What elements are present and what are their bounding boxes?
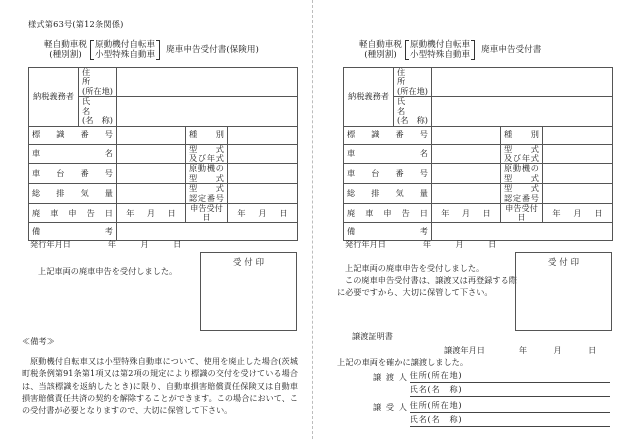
row-value-shadai-bango[interactable] (117, 164, 186, 184)
issue-date-right (345, 239, 502, 250)
row-label-nintei-bango (186, 184, 228, 204)
row-label-shamei: 車 名 (29, 144, 117, 164)
transferor-name-row (373, 384, 610, 397)
transferee-address-row (373, 400, 610, 413)
title-suffix-left: 廃車申告受付書(保険用) (166, 45, 259, 56)
transfer-month: 月 (553, 345, 562, 355)
uketsuke-day: 日 (279, 207, 288, 218)
address-label-line1: 住 所 (397, 67, 422, 87)
transferor-address-label: 住所(所在地) (409, 370, 462, 380)
stamp-box-right[interactable] (515, 252, 612, 331)
issue-year: 年 (107, 239, 117, 249)
table-row-dates (344, 204, 613, 223)
issue-date-label: 発行年月日 (345, 239, 386, 249)
transferor-name-field[interactable] (410, 384, 610, 397)
table-row (344, 184, 613, 204)
row-label-gendouki-katashiki (186, 164, 228, 184)
name-label (394, 97, 432, 126)
tax-name-right-line1: 軽自動車税 (359, 40, 402, 50)
row-label-shubetsu: 種 別 (501, 126, 543, 144)
transferee-name-field[interactable] (410, 414, 610, 427)
row-label-hyoshiki: 標識番号 (29, 126, 117, 144)
transferee-address-field[interactable] (410, 400, 610, 413)
haisha-year: 年 (126, 207, 135, 218)
table-row-dates (29, 204, 298, 223)
row-value-nintei-bango[interactable] (228, 184, 298, 204)
nintei-line2: 認定番号 (189, 192, 224, 203)
haisha-day: 日 (482, 207, 491, 218)
gendouki-line1: 原動機の (189, 163, 224, 174)
address-label-line2: (所在地) (82, 85, 113, 96)
row-label-haisha-date: 廃車申告日 (344, 204, 432, 223)
transferor-address-row (373, 370, 610, 383)
issue-date-left (30, 239, 187, 250)
transferee-label: 譲受人 (373, 402, 407, 412)
row-label-bikou: 備 考 (344, 223, 432, 241)
row-label-shubetsu: 種 別 (186, 126, 228, 144)
katashiki-line2: 及び年式 (504, 152, 539, 163)
form-title-left (44, 40, 259, 60)
row-label-gendouki-katashiki (501, 164, 543, 184)
row-label-shamei: 車 名 (344, 144, 432, 164)
address-label (394, 68, 432, 97)
transfer-date-row (444, 345, 608, 356)
tax-name-line1: 軽自動車税 (44, 40, 87, 50)
taxpayer-label: 納税義務者 (29, 68, 79, 127)
table-row (29, 144, 298, 164)
tax-name (44, 40, 87, 60)
address-value[interactable] (432, 68, 613, 97)
transferee-name-row (373, 414, 610, 427)
name-value[interactable] (117, 97, 298, 126)
row-value-haisha-date[interactable] (117, 204, 186, 223)
row-label-bikou: 備 考 (29, 223, 117, 241)
row-value-katashiki-nenshiki[interactable] (228, 144, 298, 164)
row-value-haikiryou[interactable] (117, 184, 186, 204)
row-label-haikiryou: 総排気量 (344, 184, 432, 204)
table-row-address (344, 68, 613, 97)
issue-date-value[interactable] (412, 239, 502, 250)
row-label-haisha-date: 廃車申告日 (29, 204, 117, 223)
nintei-line1: 型 式 (189, 183, 224, 194)
transferor-address-field[interactable] (410, 370, 610, 383)
row-value-nintei-bango[interactable] (543, 184, 613, 204)
address-label-line1: 住 所 (82, 67, 107, 87)
issue-date-label: 発行年月日 (30, 239, 71, 249)
row-label-shadai-bango: 車台番号 (344, 164, 432, 184)
row-value-hyoshiki[interactable] (432, 126, 501, 144)
transferor-label: 譲渡人 (373, 372, 407, 382)
row-value-uketsuke-date[interactable] (228, 204, 298, 223)
row-label-katashiki-nenshiki (186, 144, 228, 164)
vehicle-type-right-line1: 原動機付自転車 (409, 40, 471, 50)
issue-year: 年 (422, 239, 432, 249)
acceptance-note-right-line1: 上記車両の廃車申告を受付しました。 (345, 263, 485, 273)
transferee-address-label: 住所(所在地) (409, 400, 462, 410)
title-suffix-right: 廃車申告受付書 (481, 45, 542, 56)
haisha-month: 月 (461, 207, 471, 218)
name-label-line2: (名 称) (82, 115, 113, 126)
transferor-name-label: 氏名(名 称) (409, 384, 462, 394)
tax-name-right-line2: (種別割) (364, 50, 397, 61)
address-label (79, 68, 117, 97)
address-label-line2: (所在地) (397, 85, 428, 96)
table-row (344, 126, 613, 144)
table-row (344, 164, 613, 184)
stamp-caption: 受付印 (232, 257, 268, 267)
stamp-box-left[interactable] (200, 252, 297, 331)
katashiki-line1: 型 式 (504, 143, 539, 154)
transfer-date-value[interactable] (507, 345, 608, 356)
haisha-day: 日 (167, 207, 176, 218)
issue-day: 日 (173, 239, 182, 249)
address-value[interactable] (117, 68, 298, 97)
acceptance-note-right-line2: この廃車申告受付書は、譲渡又は再登録する際 (345, 275, 517, 285)
row-value-katashiki-nenshiki[interactable] (543, 144, 613, 164)
gendouki-line1: 原動機の (504, 163, 539, 174)
row-label-nintei-bango (501, 184, 543, 204)
katashiki-line2: 及び年式 (189, 152, 224, 163)
row-value-shamei[interactable] (432, 144, 501, 164)
row-value-gendouki-katashiki[interactable] (543, 164, 613, 184)
right-copy (315, 0, 630, 439)
nintei-line1: 型 式 (504, 183, 539, 194)
row-value-gendouki-katashiki[interactable] (228, 164, 298, 184)
bikou-heading: ≪備考≫ (22, 336, 55, 346)
acceptance-note-right-line3: に必要ですから、大切に保管して下さい。 (337, 287, 493, 297)
row-value-shadai-bango[interactable] (432, 164, 501, 184)
table-row-address (29, 68, 298, 97)
row-value-hyoshiki[interactable] (117, 126, 186, 144)
uketsuke-year: 年 (552, 207, 561, 218)
issue-month: 月 (140, 239, 149, 249)
row-label-uketsuke-date: 申告受付日 (501, 204, 543, 223)
table-row (344, 144, 613, 164)
name-label-line2: (名 称) (397, 115, 428, 126)
transfer-date-label: 譲渡年月日 (444, 345, 485, 355)
gendouki-line2: 型 式 (504, 172, 539, 183)
haisha-year: 年 (441, 207, 450, 218)
row-label-haikiryou: 総排気量 (29, 184, 117, 204)
vehicle-info-table-right (343, 67, 613, 241)
transfer-sentence: 上記の車両を確かに譲渡しました。 (337, 357, 469, 367)
tax-name-right (359, 40, 402, 60)
vehicle-info-table-left (28, 67, 298, 241)
table-row (29, 126, 298, 144)
issue-month: 月 (455, 239, 464, 249)
stamp-caption: 受付印 (547, 257, 583, 267)
row-label-hyoshiki: 標識番号 (344, 126, 432, 144)
row-value-haikiryou[interactable] (432, 184, 501, 204)
uketsuke-day: 日 (594, 207, 603, 218)
name-label-line1: 氏 名 (82, 96, 107, 116)
transfer-certificate-title: 譲渡証明書 (352, 331, 393, 341)
form-number: 様式第63号(第12条関係) (28, 19, 124, 29)
taxpayer-label: 納税義務者 (344, 68, 394, 127)
vehicle-type-right-line2: 小型特殊自動車 (409, 50, 471, 61)
vehicle-type-bracket (90, 40, 160, 60)
vehicle-type-bracket-right (405, 40, 475, 60)
katashiki-line1: 型 式 (189, 143, 224, 154)
vehicle-type-line1: 原動機付自転車 (94, 40, 156, 50)
transferee-name-label: 氏名(名 称) (409, 414, 462, 424)
table-row (29, 184, 298, 204)
haisha-month: 月 (146, 207, 156, 218)
row-label-uketsuke-date: 申告受付日 (186, 204, 228, 223)
row-value-uketsuke-date[interactable] (543, 204, 613, 223)
uketsuke-year: 年 (237, 207, 246, 218)
name-value[interactable] (432, 97, 613, 126)
transfer-day: 日 (588, 345, 597, 355)
nintei-line2: 認定番号 (504, 192, 539, 203)
uketsuke-month: 月 (258, 207, 267, 218)
issue-date-value[interactable] (97, 239, 187, 250)
bikou-paragraph: 原動機付自転車又は小型特殊自動車について、使用を廃止した場合(茨城町税条例第91条第1項又は第2項の規定により標識の交付を受けている場合は、当該標識を返納したとき)に限り、自動車損害賠償責任保険又は自動車損害賠償責任共済の契約を解除することができます。この場合において、この受付書が必要となりますので、大切に保管して下さい。 (22, 356, 298, 416)
row-label-katashiki-nenshiki (501, 144, 543, 164)
form-title-right (359, 40, 541, 60)
uketsuke-month: 月 (573, 207, 582, 218)
row-value-shamei[interactable] (117, 144, 186, 164)
vehicle-type-line2: 小型特殊自動車 (94, 50, 156, 61)
gendouki-line2: 型 式 (189, 172, 224, 183)
name-label (79, 97, 117, 126)
row-value-haisha-date[interactable] (432, 204, 501, 223)
transfer-year: 年 (518, 345, 528, 355)
tax-name-line2: (種別割) (49, 50, 82, 61)
row-value-shubetsu[interactable] (543, 126, 613, 144)
table-row (29, 164, 298, 184)
issue-day: 日 (488, 239, 497, 249)
row-value-shubetsu[interactable] (228, 126, 298, 144)
name-label-line1: 氏 名 (397, 96, 422, 116)
acceptance-note-left: 上記車両の廃車申告を受付しました。 (38, 266, 178, 276)
row-label-shadai-bango: 車台番号 (29, 164, 117, 184)
